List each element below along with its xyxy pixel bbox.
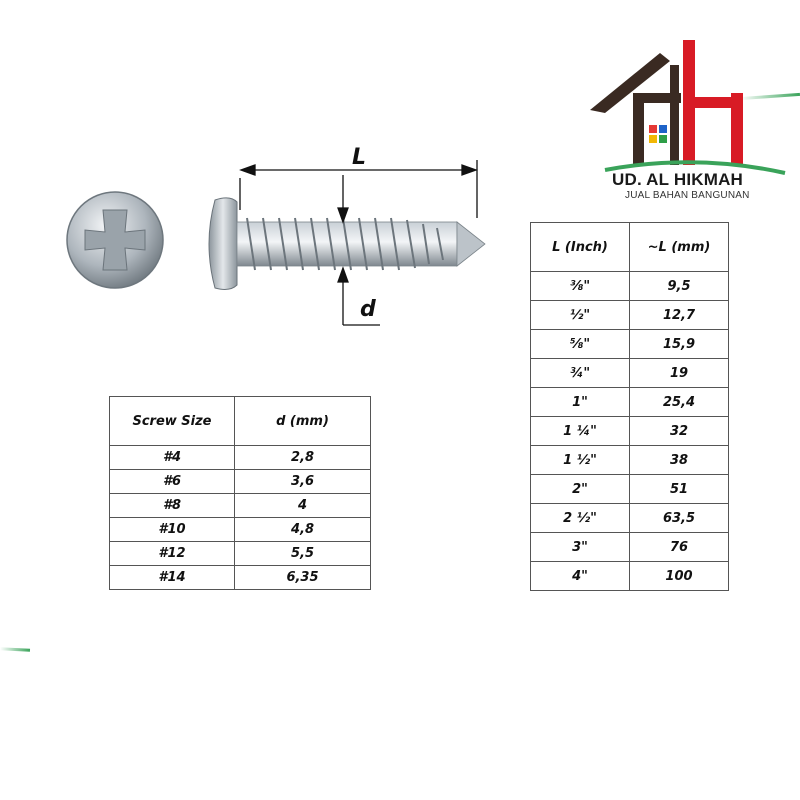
length-inch-cell: 1 ½" bbox=[531, 446, 630, 475]
column-header-length-inch: L (Inch) bbox=[531, 223, 630, 272]
length-inch-cell: ⅜" bbox=[531, 272, 630, 301]
table-row bbox=[531, 301, 729, 330]
length-inch-cell: 2 ½" bbox=[531, 504, 630, 533]
table-row bbox=[531, 330, 729, 359]
screw-size-cell: #12 bbox=[110, 542, 235, 566]
table-row bbox=[110, 470, 371, 494]
length-mm-cell: 19 bbox=[630, 359, 729, 388]
screw-size-cell: #14 bbox=[110, 566, 235, 590]
diameter-cell: 6,35 bbox=[235, 566, 371, 590]
table-row bbox=[531, 359, 729, 388]
length-mm-cell: 63,5 bbox=[630, 504, 729, 533]
length-mm-cell: 9,5 bbox=[630, 272, 729, 301]
table-row bbox=[531, 475, 729, 504]
table-row bbox=[531, 417, 729, 446]
screw-head-top-view-icon bbox=[67, 192, 163, 288]
screw-size-cell: #8 bbox=[110, 494, 235, 518]
table-row bbox=[110, 566, 371, 590]
logo-window-icon bbox=[649, 125, 667, 143]
length-inch-cell: 1 ¼" bbox=[531, 417, 630, 446]
screw-size-cell: #6 bbox=[110, 470, 235, 494]
brand-name: UD. AL HIKMAH bbox=[612, 170, 744, 189]
screw-size-cell: #4 bbox=[110, 446, 235, 470]
length-inch-cell: 3" bbox=[531, 533, 630, 562]
length-mm-cell: 25,4 bbox=[630, 388, 729, 417]
table-row bbox=[531, 272, 729, 301]
diameter-cell: 5,5 bbox=[235, 542, 371, 566]
length-inch-cell: 2" bbox=[531, 475, 630, 504]
length-label: L bbox=[352, 145, 367, 170]
length-mm-cell: 100 bbox=[630, 562, 729, 591]
screw-diagram bbox=[55, 140, 495, 340]
screw-size-cell: #10 bbox=[110, 518, 235, 542]
table-row bbox=[110, 518, 371, 542]
length-mm-cell: 51 bbox=[630, 475, 729, 504]
length-inch-cell: 4" bbox=[531, 562, 630, 591]
column-header-screw-size: Screw Size bbox=[110, 397, 235, 446]
length-inch-cell: ⅝" bbox=[531, 330, 630, 359]
length-inch-cell: ½" bbox=[531, 301, 630, 330]
table-header-row bbox=[531, 223, 729, 272]
logo-h-letter-icon bbox=[683, 40, 695, 165]
table-row bbox=[531, 446, 729, 475]
brand-tagline: JUAL BAHAN BANGUNAN bbox=[625, 190, 750, 201]
diameter-cell: 4,8 bbox=[235, 518, 371, 542]
length-mm-cell: 32 bbox=[630, 417, 729, 446]
length-mm-cell: 15,9 bbox=[630, 330, 729, 359]
length-mm-cell: 76 bbox=[630, 533, 729, 562]
length-inch-cell: ¾" bbox=[531, 359, 630, 388]
logo-house-wall-icon bbox=[633, 93, 644, 165]
table-row bbox=[531, 504, 729, 533]
table-row bbox=[531, 388, 729, 417]
diameter-cell: 3,6 bbox=[235, 470, 371, 494]
diameter-cell: 2,8 bbox=[235, 446, 371, 470]
length-inch-cell: 1" bbox=[531, 388, 630, 417]
table-row bbox=[110, 494, 371, 518]
table-row bbox=[110, 446, 371, 470]
column-header-length-mm: ~L (mm) bbox=[630, 223, 729, 272]
logo-roof-icon bbox=[590, 53, 670, 113]
length-mm-cell: 12,7 bbox=[630, 301, 729, 330]
table-header-row bbox=[110, 397, 371, 446]
diameter-label: d bbox=[360, 297, 376, 322]
length-mm-cell: 38 bbox=[630, 446, 729, 475]
diameter-cell: 4 bbox=[235, 494, 371, 518]
column-header-diameter: d (mm) bbox=[235, 397, 371, 446]
table-row bbox=[531, 562, 729, 591]
screw-size-table bbox=[109, 396, 371, 590]
green-accent-left bbox=[0, 647, 30, 652]
length-conversion-table bbox=[530, 222, 729, 591]
table-row bbox=[110, 542, 371, 566]
table-row bbox=[531, 533, 729, 562]
